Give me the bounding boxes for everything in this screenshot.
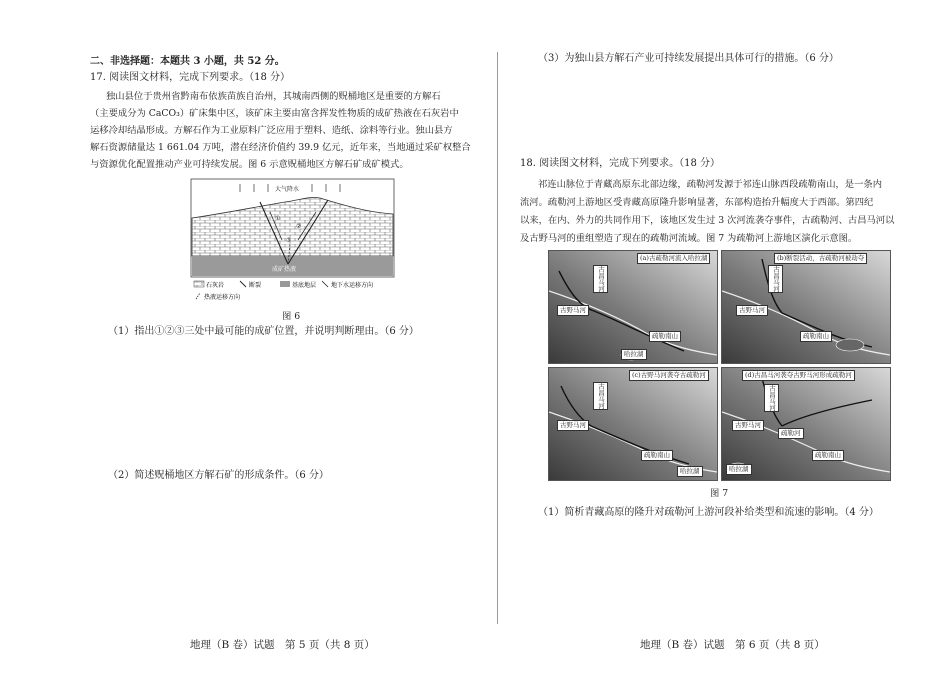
map-c-label: 疏勒南山 [641,450,673,461]
map-a-label: 哈拉湖 [621,349,647,360]
q18-material-line: 及古野马河的重组塑造了现在的疏勒河流域。图 7 为疏勒河上游地区演化示意图。 [520,233,858,244]
map-a [548,250,718,364]
map-b-label: 疏勒南山 [800,331,832,342]
map-d-label: 哈拉湖 [726,464,752,475]
figure-7-caption: 图 7 [710,488,729,499]
map-d-tag: (d)古昌马河袭夺古野马河形成疏勒河 [742,370,855,381]
map-c-tag: (c)古野马河袭夺古疏勒河 [629,370,709,381]
map-c [548,367,718,481]
map-d-label: 古昌马河 [764,384,779,412]
q18-material-line: 流河。疏勒河上游地区受青藏高原隆升影响显著，东部构造抬升幅度大于西部。第四纪 [520,197,874,208]
q17-material-line: 与资源优化配置推动产业可持续发展。图 6 示意贶桶地区方解石矿成矿模式。 [90,159,409,170]
svg-text:②: ② [296,223,302,230]
map-b-label: 古野马河 [736,305,768,316]
q17-material-line: 解石资源储量达 1 661.04 万吨，潜在经济价值约 39.9 亿元，近年来，当地通过采矿权整合 [90,142,471,153]
left-footer: 地理（B 卷）试题 第 5 页（共 8 页） [190,639,375,651]
fluid-label: 成矿热液 [272,266,297,273]
q17-question-3: （3）为独山县方解石产业可持续发展提出具体可行的措施。（6 分） [538,53,839,64]
section-title: 二、非选择题：本题共 3 小题，共 52 分。 [90,56,285,67]
map-a-label: 疏勒南山 [649,331,681,342]
map-c-label: 古昌马河 [593,382,608,410]
q17-question-2: （2）简述贶桶地区方解石矿的形成条件。（6 分） [108,470,329,481]
map-c-label: 古野马河 [557,420,589,431]
map-d-label: 疏勒南山 [812,450,844,461]
q18-intro: 18. 阅读图文材料，完成下列要求。（18 分） [520,158,720,169]
map-c-label: 哈拉湖 [677,466,703,477]
right-footer: 地理（B 卷）试题 第 6 页（共 8 页） [640,639,825,651]
map-a-label: 古野马河 [557,305,589,316]
figure-6-caption: 图 6 [282,311,301,322]
legend-limestone: 石灰岩 [206,282,225,289]
map-b-tag: (b)断裂活动，古疏勒河被劫夺 [774,253,867,264]
map-b-label: 古昌马河 [768,265,783,293]
figure-6-legend [192,279,397,303]
map-a-label: 古昌马河 [593,265,608,293]
limestone-layer [192,197,393,256]
q17-material-line: （主要成分为 CaCO₃）矿床集中区，该矿床主要由富含挥发性物质的成矿热液在石灰岩中 [90,108,459,119]
page-divider [497,52,498,624]
map-d [721,367,891,481]
legend-hydrothermal: 热液运移方向 [204,294,241,301]
legend-fault: 断裂 [249,282,262,289]
q17-question-1: （1）指出①②③三处中最可能的成矿位置，并说明判断理由。（6 分） [108,326,419,337]
legend-groundwater: 地下水运移方向 [331,282,374,289]
figure-6-diagram [190,178,395,278]
map-b [721,250,891,364]
svg-text:①: ① [275,215,281,222]
right-page [500,0,950,688]
q17-material-line: 独山县位于贵州省黔南布依族苗族自治州，其城南西侧的贶桶地区是重要的方解石 [106,91,441,102]
q17-intro: 17. 阅读图文材料，完成下列要求。（18 分） [90,72,290,83]
svg-text:③: ③ [286,237,292,244]
map-d-label: 古野马河 [732,420,764,431]
q18-material-line: 以来，在内、外力的共同作用下，该地区发生过 3 次河流袭夺事件，古疏勒河、古昌马河以 [520,215,895,226]
precip-label: 大气降水 [275,186,300,193]
q18-question-1: （1）简析青藏高原的隆升对疏勒河上游河段补给类型和流速的影响。（4 分） [538,507,879,518]
q17-material-line: 运移冷却结晶形成。方解石作为工业原料广泛应用于塑料、造纸、涂料等行业。独山县方 [90,125,453,136]
q18-material-line: 祁连山脉位于青藏高原东北部边缘，疏勒河发源于祁连山脉西段疏勒南山，是一条内 [538,179,882,190]
map-d-label: 疏勒河 [778,428,804,439]
legend-basement: 基底地层 [292,282,317,289]
map-a-tag: (a)古疏勒河流入哈拉湖 [637,253,710,264]
